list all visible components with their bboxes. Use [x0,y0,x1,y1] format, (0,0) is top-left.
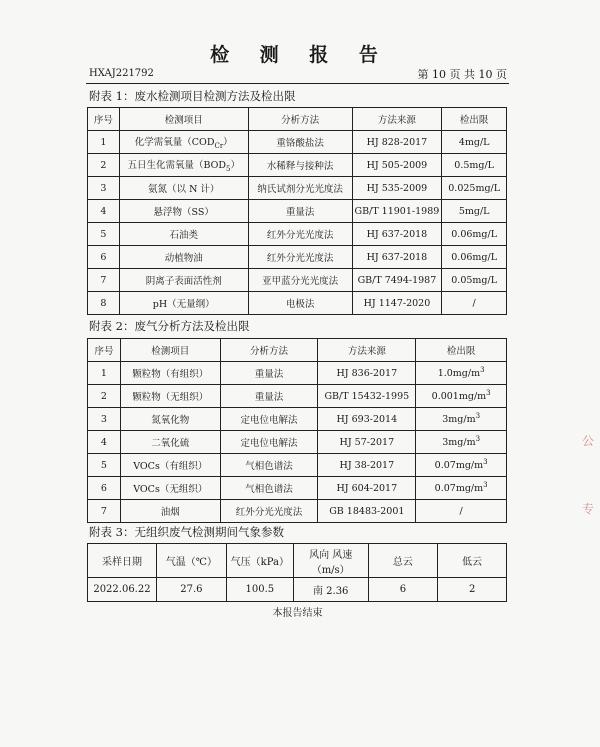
cell-no: 1 [88,362,121,385]
cell-item [119,246,248,269]
cell-limit [416,454,507,477]
limit-superscript: 3 [483,481,488,490]
table-row [88,477,507,500]
cell-method: 重量法 [220,385,318,408]
cell-limit [416,408,507,431]
cell-limit: 0.025mg/L [442,177,507,200]
table-row [88,246,507,269]
limit-text: 0.07mg/m [434,460,484,472]
report-id: HXAJ221792 [89,68,154,79]
cell-method: 红外分光光度法 [248,246,352,269]
exhaust-methods-table [87,338,507,523]
table-row [88,269,507,292]
cell-item: 颗粒物（无组织） [120,385,220,408]
cell-low-cloud: 2 [438,578,507,602]
col-header: 采样日期 [88,544,157,578]
table-row [88,408,507,431]
table-row [88,200,507,223]
cell-no: 7 [88,269,120,292]
table-row [88,454,507,477]
cell-no: 3 [88,408,121,431]
cell-method: 电极法 [248,292,352,315]
seal-fragment: 公 [582,434,595,448]
cell-limit: 0.05mg/L [442,269,507,292]
cell-no: 7 [88,500,121,523]
table-row [88,578,507,602]
cell-item [119,223,248,246]
cell-item: 二氧化硫 [120,431,220,454]
cell-source: HJ 1147-2020 [352,292,442,315]
cell-method: 重量法 [220,362,318,385]
limit-superscript: 3 [475,435,481,444]
col-header: 低云 [438,544,507,578]
cell-source: HJ 693-2014 [318,408,416,431]
cell-source: HJ 535-2009 [352,177,442,200]
cell-limit [416,431,507,454]
cell-method: 红外分光光度法 [248,223,352,246]
cell-method: 定电位电解法 [220,408,318,431]
col-header: 检出限 [416,339,507,362]
cell-method: 重量法 [248,200,352,223]
limit-text: 0.001mg/m [431,391,487,403]
cell-no: 4 [88,431,121,454]
table-header-row [88,339,507,362]
item-text: 氨氮（以 N 计） [148,184,220,195]
col-header: 分析方法 [220,339,318,362]
cell-pressure: 100.5 [226,578,293,602]
cell-source: HJ 637-2018 [352,246,442,269]
col-header: 检测项目 [120,339,220,362]
item-text: 悬浮物（SS） [153,207,214,218]
cell-limit: / [442,292,507,315]
table3-caption: 附表 3：无组织废气检测期间气象参数 [89,525,284,539]
wind-header-unit: （m/s） [311,564,350,576]
cell-source: HJ 637-2018 [352,223,442,246]
cell-no: 5 [88,454,121,477]
cell-no: 3 [88,177,120,200]
wind-header-label: 风向 风速 [309,549,353,561]
cell-item [119,292,248,315]
cell-source: HJ 836-2017 [318,362,416,385]
col-header: 方法来源 [352,108,442,131]
col-header: 分析方法 [248,108,352,131]
item-text: 石油类 [169,230,198,241]
item-text: 五日生化需氧量（BOD [127,160,227,172]
cell-method: 纳氏试剂分光光度法 [248,177,352,200]
cell-source: HJ 38-2017 [318,454,416,477]
cell-temp: 27.6 [156,578,226,602]
limit-superscript: 3 [483,458,488,467]
limit-text: 0.07mg/m [434,483,484,495]
col-header: 方法来源 [318,339,416,362]
table-row [88,154,507,177]
table-row [88,177,507,200]
cell-method: 气相色谱法 [220,477,318,500]
col-header: 序号 [88,339,121,362]
cell-method: 红外分光光度法 [220,500,318,523]
item-text: 阴离子表面活性剂 [145,276,222,287]
seal-fragment: 专 [582,502,595,516]
cell-method: 气相色谱法 [220,454,318,477]
cell-no: 6 [88,246,120,269]
cell-method: 重铬酸盐法 [248,131,352,154]
limit-text: / [459,505,463,517]
cell-source: HJ 828-2017 [352,131,442,154]
col-header: 气温（℃） [156,544,226,578]
table2-caption: 附表 2：废气分析方法及检出限 [89,319,250,333]
cell-source: HJ 57-2017 [318,431,416,454]
cell-source: HJ 505-2009 [352,154,442,177]
cell-item: VOCs（无组织） [120,477,220,500]
item-text-end: ） [230,160,241,172]
limit-superscript: 3 [480,366,485,375]
item-text: 化学需氧量（COD [134,137,215,149]
cell-limit [416,500,507,523]
cell-method: 定电位电解法 [220,431,318,454]
table-row [88,500,507,523]
table-row [88,292,507,315]
cell-no: 5 [88,223,120,246]
end-of-report-note: 本报告结束 [272,608,323,619]
item-subscript: Cr [214,141,224,150]
cell-method: 亚甲蓝分光光度法 [248,269,352,292]
table-row [88,385,507,408]
cell-item: 油烟 [120,500,220,523]
cell-date: 2022.06.22 [88,578,157,602]
cell-item [119,200,248,223]
cell-no: 2 [88,154,120,177]
cell-item: VOCs（有组织） [120,454,220,477]
table-header-row [88,108,507,131]
cell-limit [416,362,507,385]
cell-no: 8 [88,292,120,315]
cell-item: 氮氧化物 [120,408,220,431]
limit-text: 1.0mg/m [437,368,481,380]
cell-no: 2 [88,385,121,408]
cell-limit [416,477,507,500]
limit-superscript: 3 [475,412,481,421]
item-text-end: ） [223,137,233,149]
table-row [88,362,507,385]
limit-text: 3mg/m [442,437,476,449]
col-header: 检测项目 [119,108,248,131]
cell-no: 1 [88,131,120,154]
col-header: 总云 [368,544,438,578]
limit-text: 3mg/m [442,414,476,426]
table1-caption: 附表 1：废水检测项目检测方法及检出限 [89,89,296,103]
item-text: pH（无量纲） [152,299,215,310]
cell-item [119,269,248,292]
cell-limit [416,385,507,408]
limit-superscript: 3 [486,389,491,398]
cell-source: GB/T 11901-1989 [352,200,442,223]
page-title: 检 测 报 告 [210,44,390,66]
cell-method: 水稀释与接种法 [248,154,352,177]
cell-source: GB 18483-2001 [318,500,416,523]
cell-limit: 4mg/L [442,131,507,154]
page-number: 第 10 页 共 10 页 [417,68,507,81]
table-row [88,431,507,454]
cell-source: HJ 604-2017 [318,477,416,500]
item-subscript: 5 [226,164,231,173]
col-header: 气压（kPa） [226,544,293,578]
cell-limit: 5mg/L [442,200,507,223]
col-header-wind [293,544,368,578]
cell-no: 6 [88,477,121,500]
cell-source: GB/T 15432-1995 [318,385,416,408]
cell-item [119,131,248,154]
cell-source: GB/T 7494-1987 [352,269,442,292]
cell-item [119,177,248,200]
wastewater-methods-table [87,107,507,315]
cell-item: 颗粒物（有组织） [120,362,220,385]
cell-wind: 南 2.36 [293,578,368,602]
item-text: 动植物油 [164,253,203,264]
table-row [88,131,507,154]
table-row [88,223,507,246]
cell-limit: 0.06mg/L [442,246,507,269]
col-header: 检出限 [442,108,507,131]
col-header: 序号 [88,108,120,131]
cell-item [119,154,248,177]
table-header-row [88,544,507,578]
header-divider [86,83,509,84]
cell-total-cloud: 6 [368,578,438,602]
cell-limit: 0.5mg/L [442,154,507,177]
weather-params-table [87,543,507,602]
cell-limit: 0.06mg/L [442,223,507,246]
cell-no: 4 [88,200,120,223]
